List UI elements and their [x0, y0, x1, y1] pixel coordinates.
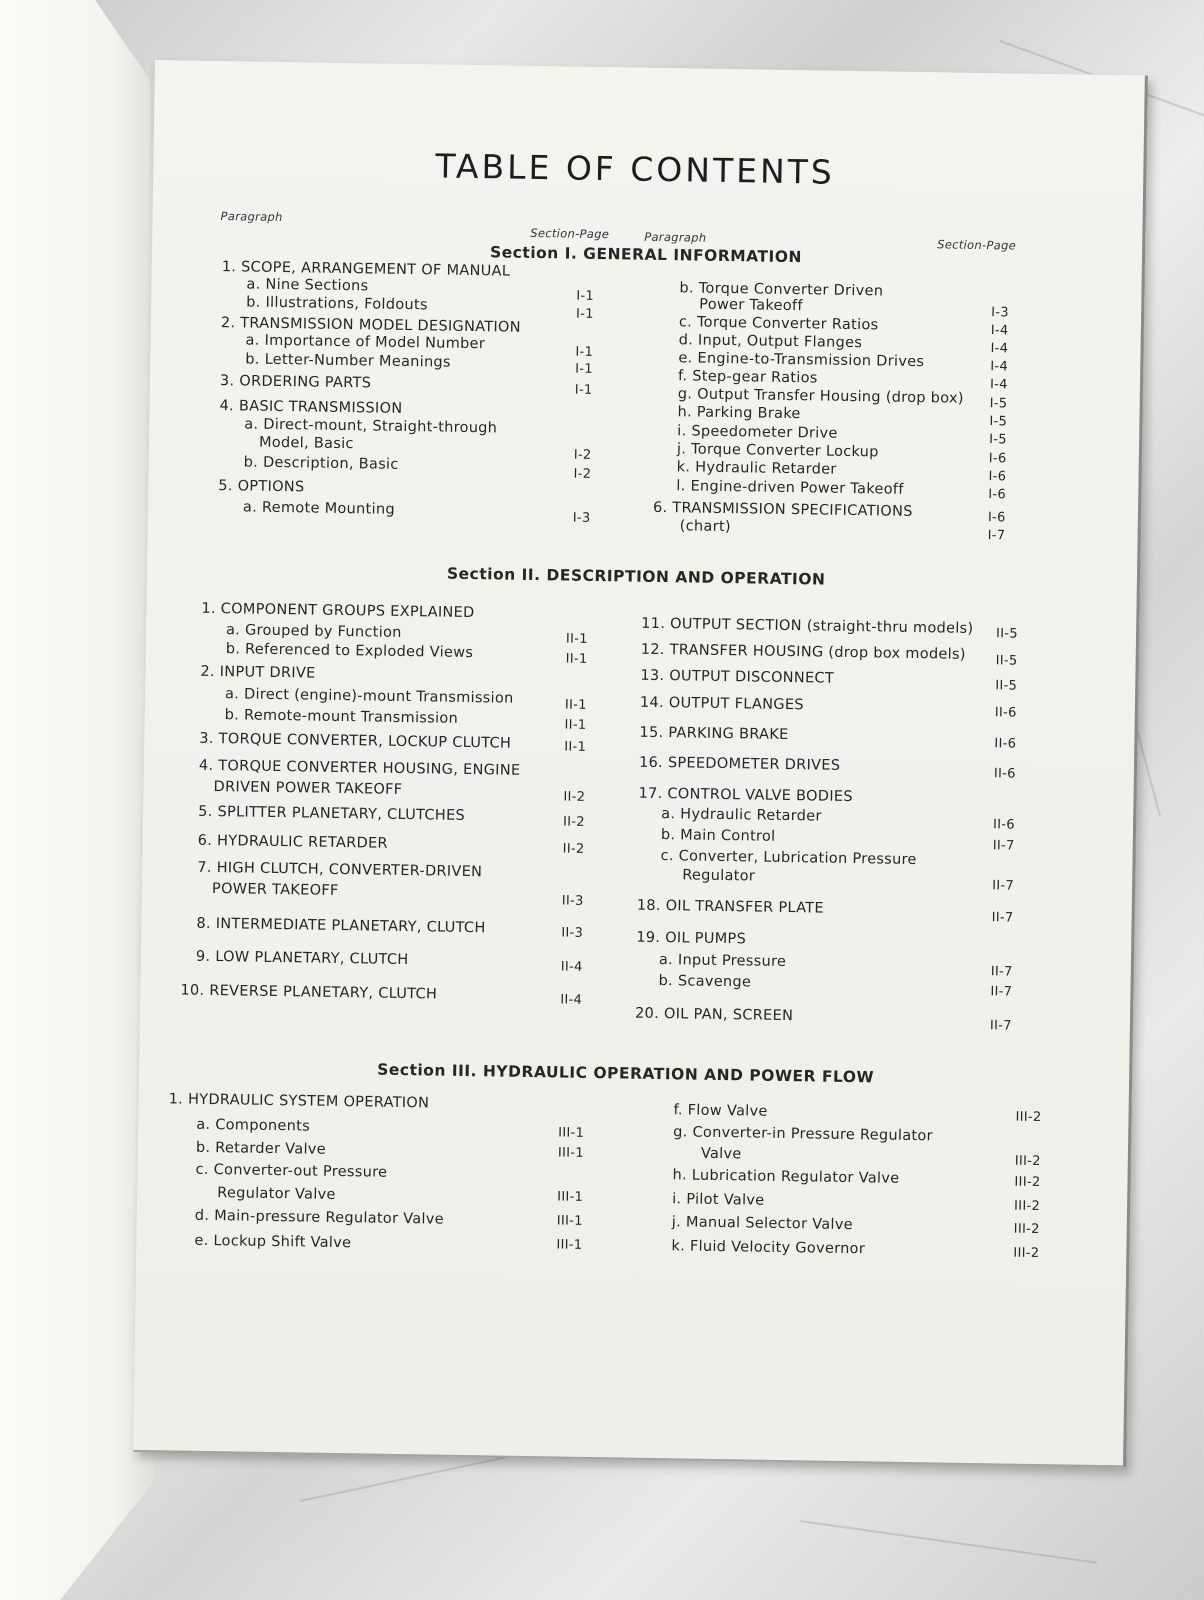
toc-entry: h. Parking Brake	[677, 404, 801, 423]
toc-entry: a. Importance of Model Number	[245, 332, 486, 353]
toc-page-number: III-2	[1014, 1174, 1041, 1191]
toc-page-number: II-7	[990, 984, 1013, 1000]
toc-entry: h. Lubrication Regulator Valve	[672, 1167, 900, 1187]
col-header-paragraph-left: Paragraph	[220, 209, 283, 225]
toc-entry: 16. SPEEDOMETER DRIVES	[638, 754, 841, 774]
toc-page-number: II-5	[995, 626, 1019, 642]
toc-page-number: II-7	[989, 1018, 1012, 1034]
toc-page-number: II-1	[564, 717, 587, 733]
toc-page-number: I-4	[990, 359, 1009, 375]
toc-entry: (chart)	[679, 518, 731, 536]
toc-entry: a. Components	[196, 1116, 311, 1135]
toc-entry: 14. OUTPUT FLANGES	[639, 694, 804, 714]
toc-entry: b. Description, Basic	[243, 454, 399, 473]
toc-page-number: III-2	[1013, 1198, 1041, 1215]
toc-page-number: I-1	[576, 288, 595, 304]
toc-entry: 5. OPTIONS	[218, 478, 305, 496]
toc-page-number: I-7	[987, 528, 1006, 544]
toc-page-number: I-6	[987, 510, 1006, 526]
page-title: TABLE OF CONTENTS	[435, 146, 836, 192]
toc-page-number: II-1	[564, 739, 587, 755]
toc-page-number: III-1	[557, 1189, 584, 1205]
toc-entry: 7. HIGH CLUTCH, CONVERTER-DRIVEN	[197, 859, 483, 881]
toc-entry: 6. TRANSMISSION SPECIFICATIONS	[652, 499, 913, 520]
toc-page-number: II-1	[564, 697, 587, 713]
toc-entry: 8. INTERMEDIATE PLANETARY, CLUTCH	[196, 915, 486, 937]
toc-page-number: II-7	[992, 878, 1015, 894]
col-header-sectionpage-right: Section-Page	[937, 237, 1017, 253]
section-heading: Section III. HYDRAULIC OPERATION AND POWER FLOW	[377, 1060, 875, 1087]
toc-page-number: I-6	[988, 469, 1007, 485]
toc-page-number: II-6	[993, 766, 1016, 782]
toc-page-number: II-2	[562, 841, 585, 857]
toc-page-number: I-1	[575, 306, 594, 322]
toc-entry: c. Converter-out Pressure	[195, 1161, 388, 1181]
toc-page-number: I-6	[988, 451, 1007, 467]
toc-entry: 3. ORDERING PARTS	[219, 373, 372, 392]
toc-page-number: II-3	[561, 893, 584, 909]
toc-page-number: II-2	[562, 814, 586, 830]
col-header-sectionpage-left: Section-Page	[530, 225, 610, 242]
toc-page-number: II-7	[992, 838, 1015, 854]
toc-entry: i. Speedometer Drive	[677, 423, 838, 442]
toc-entry: c. Torque Converter Ratios	[678, 314, 879, 334]
toc-entry: b. Retarder Valve	[195, 1139, 327, 1158]
toc-page-number: II-6	[994, 736, 1017, 752]
toc-entry: 18. OIL TRANSFER PLATE	[636, 897, 825, 917]
toc-page-number: III-2	[1013, 1221, 1040, 1238]
toc-entry: 5. SPLITTER PLANETARY, CLUTCHES	[198, 803, 466, 824]
toc-entry: 4. TORQUE CONVERTER HOUSING, ENGINE	[198, 757, 521, 779]
document-page	[133, 60, 1148, 1467]
toc-entry: 6. HYDRAULIC RETARDER	[197, 832, 388, 852]
toc-entry: l. Engine-driven Power Takeoff	[676, 478, 904, 498]
toc-page-number: I-5	[989, 414, 1008, 430]
toc-entry: d. Main-pressure Regulator Valve	[194, 1207, 445, 1228]
toc-page-number: II-3	[561, 925, 584, 941]
toc-entry: j. Torque Converter Lockup	[676, 441, 879, 461]
toc-page-number: I-5	[989, 396, 1008, 412]
toc-page-number: III-1	[556, 1237, 583, 1253]
toc-page-number: I-1	[574, 382, 593, 398]
toc-page-number: I-1	[575, 344, 594, 360]
toc-entry: Model, Basic	[258, 434, 354, 453]
toc-page-number: II-7	[991, 910, 1014, 926]
toc-page-number: I-5	[989, 432, 1007, 448]
section-heading: Section I. GENERAL INFORMATION	[489, 243, 803, 267]
toc-page-number: II-1	[565, 651, 588, 667]
toc-page-number: III-2	[1014, 1153, 1041, 1170]
toc-entry: 12. TRANSFER HOUSING (drop box models)	[640, 641, 966, 663]
toc-entry: a. Hydraulic Retarder	[661, 806, 822, 825]
toc-page-number: III-1	[557, 1145, 584, 1161]
toc-page-number: III-1	[556, 1213, 583, 1229]
toc-entry: d. Input, Output Flanges	[678, 332, 863, 352]
toc-entry: c. Converter, Lubrication Pressure	[660, 848, 917, 869]
toc-entry: Power Takeoff	[699, 296, 803, 315]
toc-page-number: II-2	[563, 789, 586, 805]
toc-entry: g. Converter-in Pressure Regulator	[673, 1124, 933, 1145]
toc-entry: Regulator	[682, 867, 756, 885]
toc-page-number: I-2	[573, 447, 592, 463]
toc-page-number: III-2	[1015, 1109, 1042, 1126]
toc-entry: 9. LOW PLANETARY, CLUTCH	[195, 948, 409, 969]
section-heading: Section II. DESCRIPTION AND OPERATION	[446, 564, 826, 589]
toc-entry: a. Direct (engine)-mount Transmission	[224, 686, 514, 707]
toc-entry: b. Main Control	[660, 827, 776, 845]
toc-entry: j. Manual Selector Valve	[671, 1214, 854, 1234]
toc-entry: b. Torque Converter Driven	[679, 280, 884, 300]
toc-entry: 13. OUTPUT DISCONNECT	[640, 667, 835, 687]
toc-entry: DRIVEN POWER TAKEOFF	[213, 779, 403, 798]
toc-entry: a. Input Pressure	[658, 952, 787, 971]
toc-page-number: I-6	[988, 487, 1007, 503]
toc-entry: e. Engine-to-Transmission Drives	[678, 350, 925, 371]
toc-page-number: II-6	[994, 705, 1017, 721]
toc-entry: b. Illustrations, Foldouts	[246, 294, 428, 314]
toc-entry: a. Nine Sections	[246, 276, 369, 295]
toc-page-number: II-4	[560, 959, 583, 975]
toc-entry: 19. OIL PUMPS	[636, 929, 747, 948]
toc-entry: 11. OUTPUT SECTION (straight-thru models)	[641, 615, 974, 637]
col-header-paragraph-right: Paragraph	[644, 229, 707, 245]
toc-entry: f. Flow Valve	[673, 1102, 768, 1120]
toc-entry: 3. TORQUE CONVERTER, LOCKUP CLUTCH	[199, 730, 512, 752]
toc-entry: Valve	[700, 1145, 742, 1163]
toc-entry: a. Grouped by Function	[225, 622, 402, 641]
toc-page-number: III-1	[558, 1125, 585, 1141]
toc-entry: 1. SCOPE, ARRANGEMENT OF MANUAL	[221, 259, 511, 280]
toc-entry: 20. OIL PAN, SCREEN	[634, 1005, 794, 1025]
toc-page-number: III-2	[1013, 1245, 1040, 1262]
toc-entry: k. Hydraulic Retarder	[676, 459, 837, 478]
toc-entry: f. Step-gear Ratios	[677, 368, 818, 387]
marble-vein	[800, 1520, 1097, 1564]
toc-page-number: II-7	[990, 964, 1013, 980]
toc-entry: b. Remote-mount Transmission	[224, 707, 459, 727]
toc-page-number: I-1	[575, 361, 594, 377]
toc-page-number: I-4	[990, 341, 1009, 357]
toc-entry: k. Fluid Velocity Governor	[671, 1238, 866, 1258]
toc-page-number: I-4	[989, 377, 1008, 393]
toc-entry: 4. BASIC TRANSMISSION	[219, 398, 403, 417]
toc-entry: a. Remote Mounting	[242, 499, 396, 518]
toc-entry: 1. COMPONENT GROUPS EXPLAINED	[201, 600, 475, 622]
toc-page-number: I-3	[991, 305, 1009, 321]
toc-entry: 2. TRANSMISSION MODEL DESIGNATION	[220, 315, 521, 336]
toc-page-number: II-6	[992, 817, 1016, 833]
toc-entry: 15. PARKING BRAKE	[639, 724, 789, 744]
toc-entry: e. Lockup Shift Valve	[194, 1232, 352, 1252]
toc-entry: Regulator Valve	[217, 1185, 336, 1203]
toc-entry: b. Scavenge	[658, 973, 752, 991]
toc-entry: 17. CONTROL VALVE BODIES	[638, 785, 853, 806]
toc-entry: a. Direct-mount, Straight-through	[244, 416, 498, 437]
toc-page-number: II-5	[995, 678, 1018, 694]
toc-page-number: I-3	[572, 510, 591, 526]
toc-page-number: I-4	[990, 323, 1009, 339]
toc-entry: b. Referenced to Exploded Views	[225, 641, 474, 662]
toc-entry: b. Letter-Number Meanings	[245, 351, 451, 371]
toc-entry: g. Output Transfer Housing (drop box)	[677, 386, 964, 407]
toc-entry: 10. REVERSE PLANETARY, CLUTCH	[180, 982, 438, 1003]
toc-page-number: II-1	[565, 631, 588, 647]
toc-entry: 2. INPUT DRIVE	[200, 663, 316, 682]
toc-entry: i. Pilot Valve	[672, 1191, 765, 1209]
toc-page-number: II-4	[560, 992, 583, 1008]
toc-entry: 1. HYDRAULIC SYSTEM OPERATION	[168, 1091, 430, 1112]
toc-page-number: I-2	[573, 466, 592, 482]
toc-page-number: II-5	[995, 653, 1018, 669]
toc-entry: POWER TAKEOFF	[211, 880, 339, 899]
